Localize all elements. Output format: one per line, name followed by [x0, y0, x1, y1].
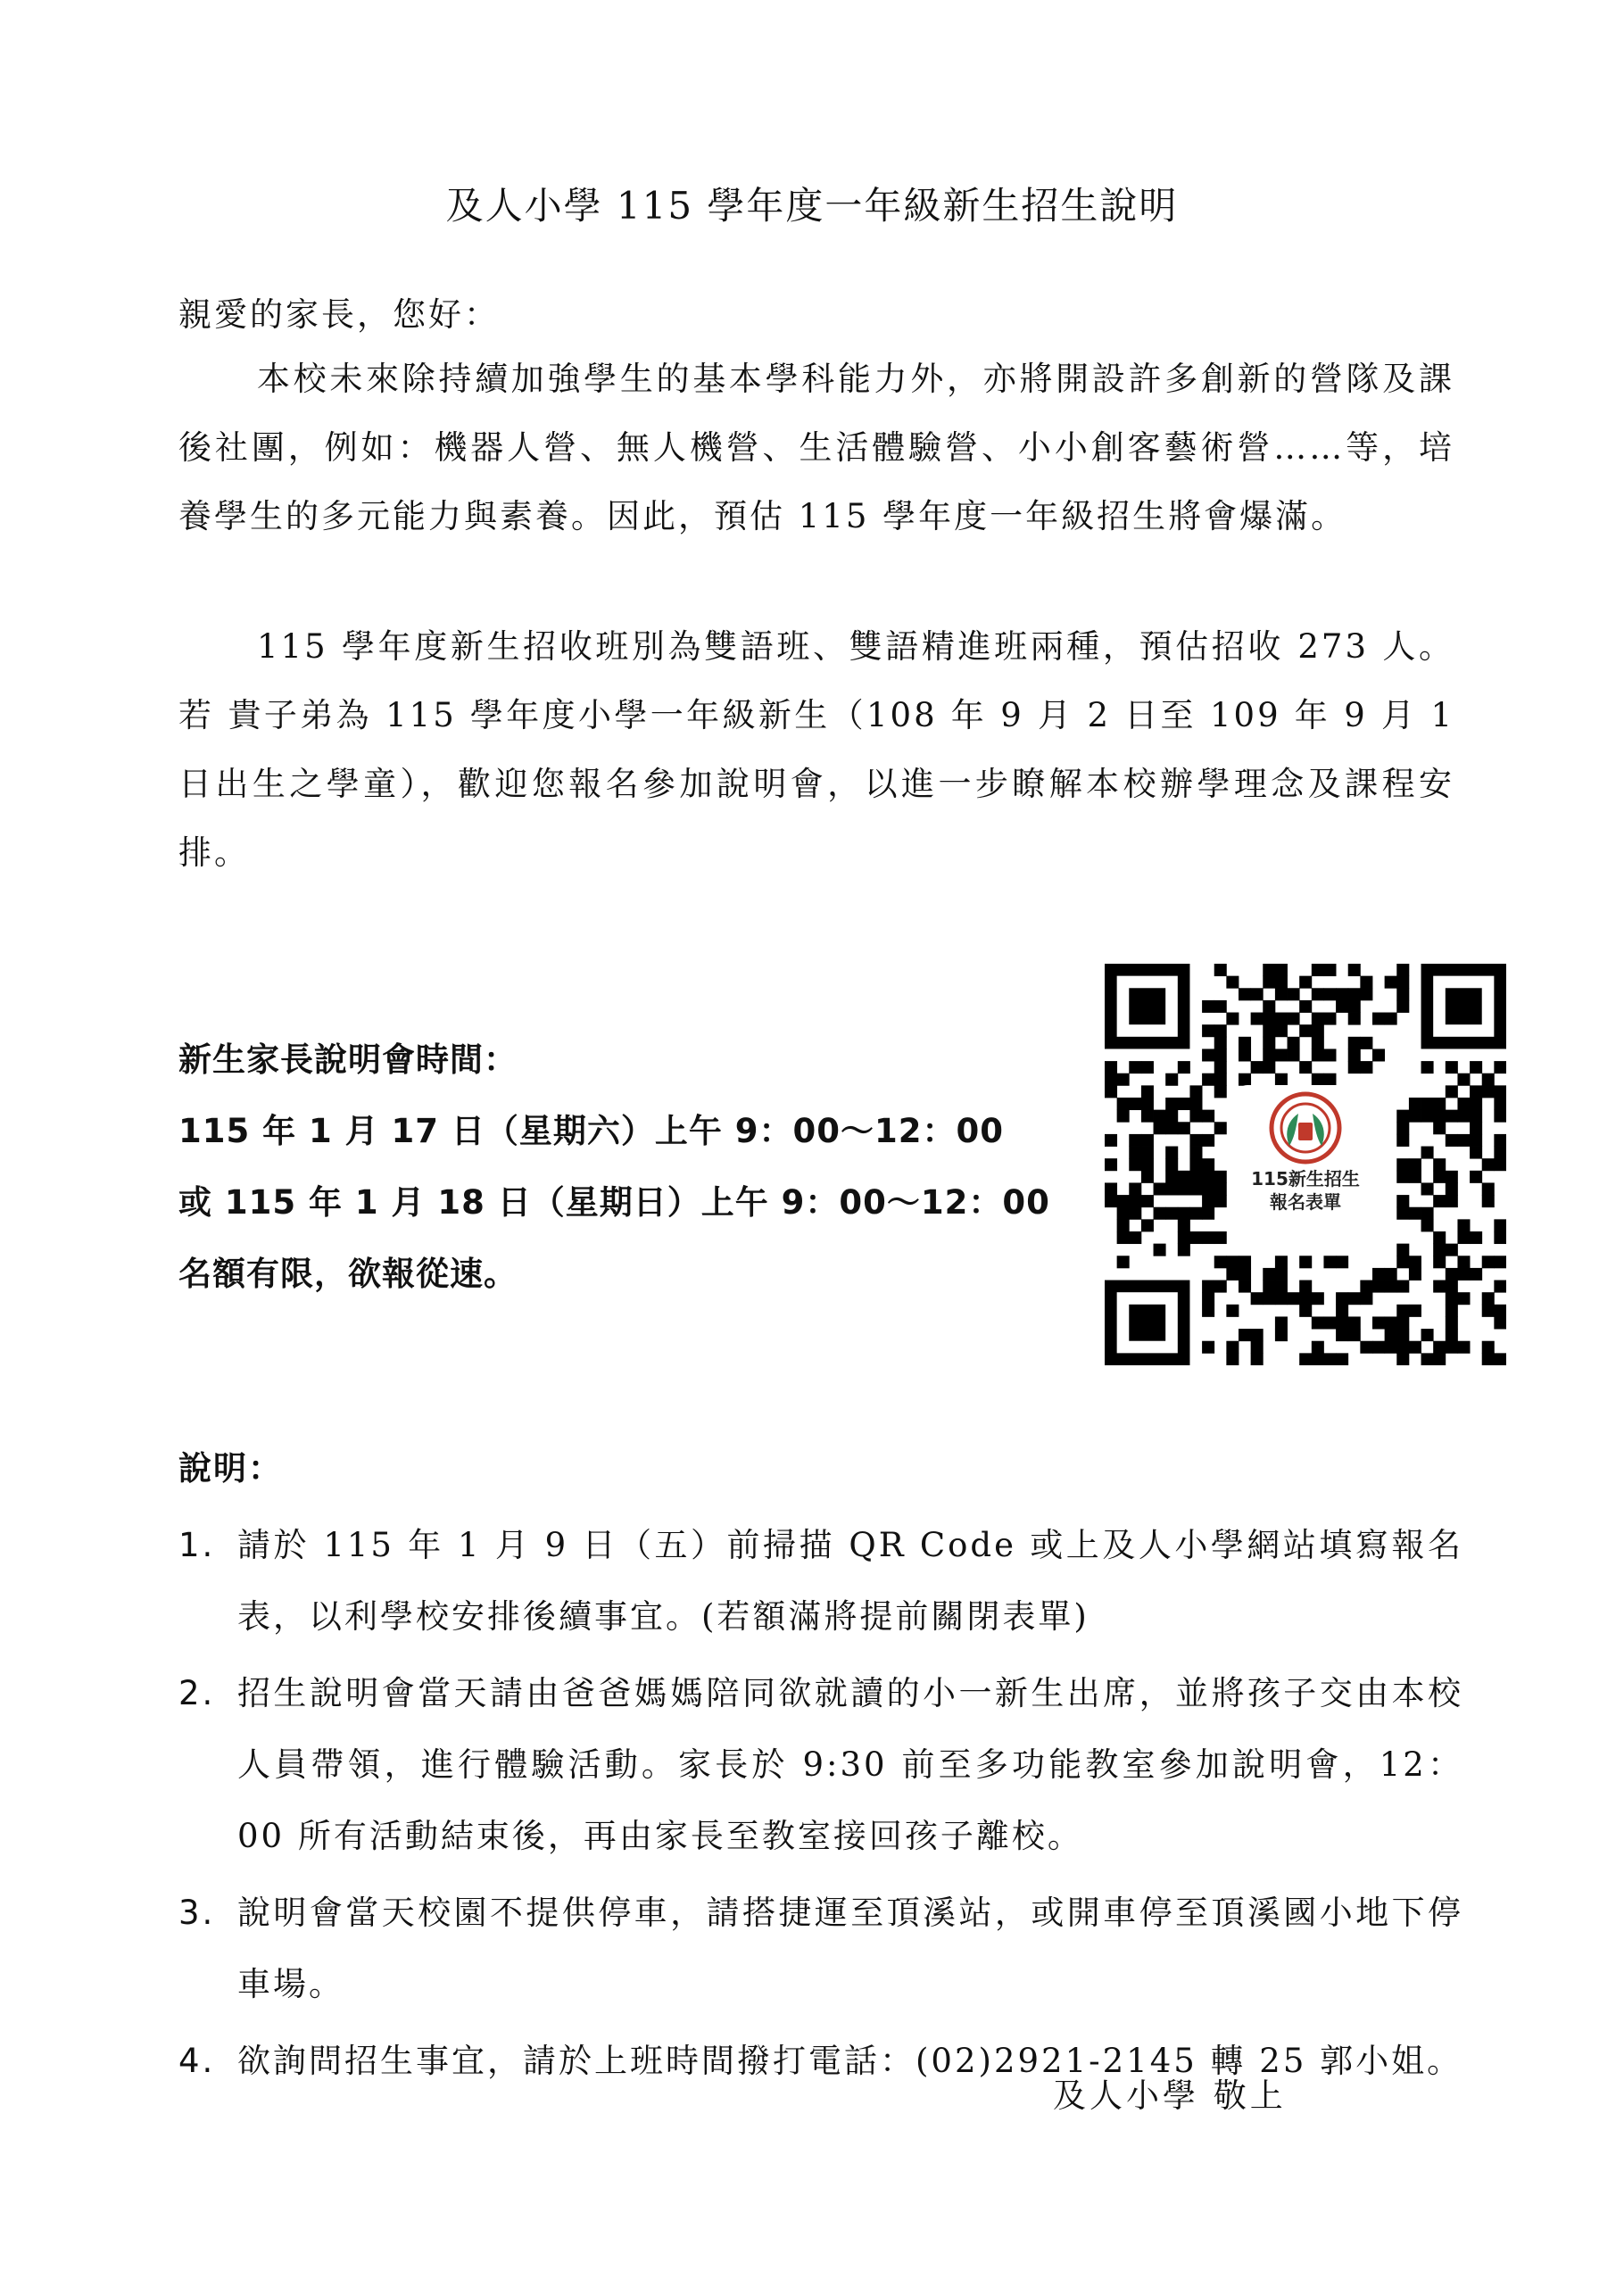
note-item [178, 1510, 1463, 1653]
enrollment-paragraph: 115 學年度新生招收班別為雙語班、雙語精進班兩種，預估招收 273 人。若 貴子弟為 115 學年度小學一年級新生（108 年 9 月 2 日至 109 年 9 月 1 日出生之學童），歡迎您報名參加說明會，以進一步瞭解本校辦學理念及課程安排。 [178, 627, 1454, 872]
note-text: 請於 115 年 1 月 9 日（五）前掃描 QR Code 或上及人小學網站填寫報名表，以利學校安排後續事宜。(若額滿將提前關閉表單) [237, 1526, 1463, 1636]
meeting-session-1: 115 年 1 月 17 日（星期六）上午 9：00～12：00 [178, 1112, 1004, 1150]
greeting: 親愛的家長，您好： [178, 295, 500, 334]
note-item [178, 1877, 1463, 2020]
note-number: 3. [178, 1894, 216, 1932]
registration-qr-code[interactable] [1105, 964, 1506, 1365]
note-number: 4. [178, 2042, 216, 2080]
note-text: 欲詢問招生事宜，請於上班時間撥打電話：(02)2921-2145 轉 25 郭小姐。 [237, 2042, 1463, 2080]
qr-badge-line-2: 報名表單 [1270, 1191, 1341, 1213]
qr-center-badge [1235, 1085, 1376, 1244]
note-text: 說明會當天校園不提供停車，請搭捷運至頂溪站，或開車停至頂溪國小地下停車場。 [237, 1894, 1463, 2003]
note-item [178, 1658, 1463, 1872]
meeting-heading: 新生家長說明會時間： [178, 1040, 518, 1079]
note-number: 2. [178, 1674, 216, 1712]
qr-badge-line-1: 115新生招生 [1251, 1168, 1360, 1189]
intro-paragraph: 本校未來除持續加強學生的基本學科能力外，亦將開設許多創新的營隊及課後社團，例如：機器人營、無人機營、生活體驗營、小小創客藝術營……等，培養學生的多元能力與素養。因此，預估 115 學年度一年級招生將會爆滿。 [178, 360, 1454, 535]
meeting-session-2: 或 115 年 1 月 18 日（星期日）上午 9：00～12：00 [178, 1183, 1050, 1222]
notes-list [178, 1510, 1463, 2102]
meeting-info [178, 1024, 1050, 1310]
signature: 及人小學 敬上 [1053, 2076, 1287, 2115]
notes-heading: 說明： [178, 1449, 283, 1488]
meeting-note: 名額有限，欲報從速。 [178, 1255, 518, 1293]
note-number: 1. [178, 1526, 216, 1564]
school-emblem-icon [1268, 1090, 1343, 1165]
note-text: 招生說明會當天請由爸爸媽媽陪同欲就讀的小一新生出席，並將孩子交由本校人員帶領，進行體驗活動。家長於 9:30 前至多功能教室參加說明會，12：00 所有活動結束後，再由家長至教室接回孩子離校。 [237, 1674, 1463, 1855]
page-title: 及人小學 115 學年度一年級新生招生說明 [445, 184, 1179, 228]
